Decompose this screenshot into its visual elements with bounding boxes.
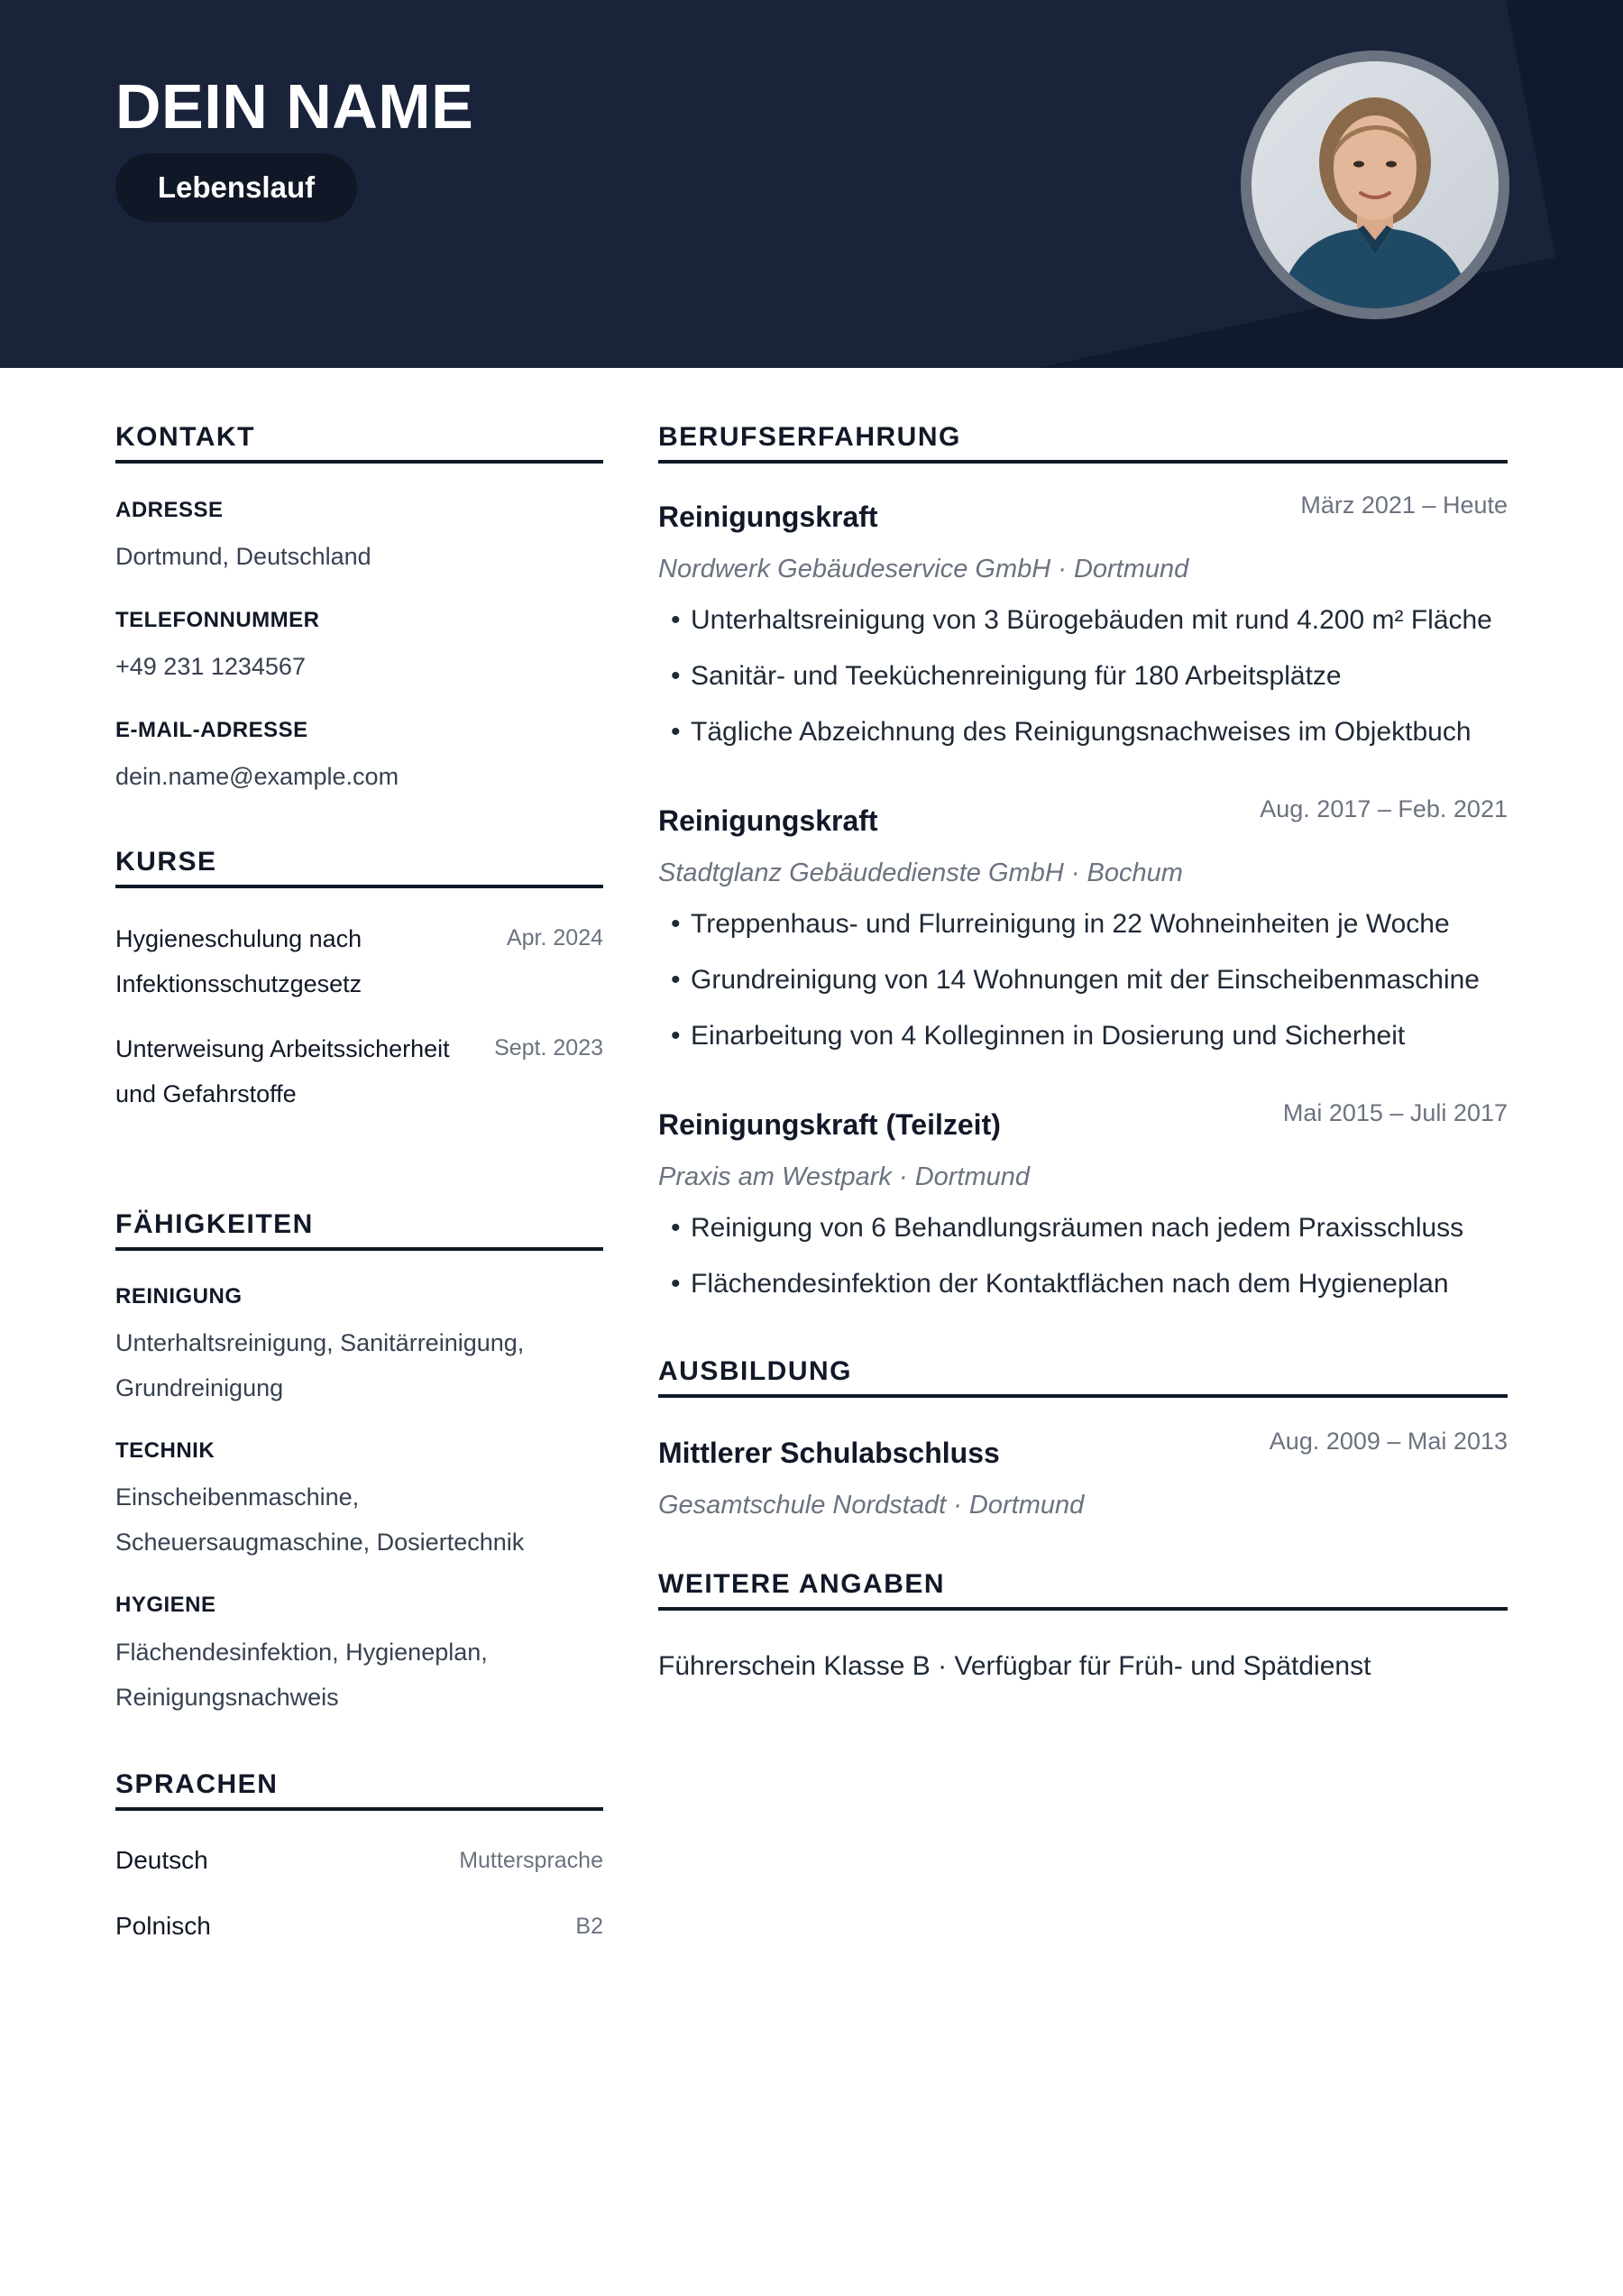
job-date: Aug. 2017 – Feb. 2021 [1260, 795, 1508, 822]
job-title: Reinigungskraft [658, 501, 878, 533]
contact-section-title: KONTAKT [115, 422, 255, 452]
job-bullet: • Tägliche Abzeichnung des Reinigungsnachweises im Objektbuch [671, 717, 1472, 747]
job-company: Nordwerk Gebäudeservice GmbH · Dortmund [658, 555, 1189, 583]
language-name: Polnisch [115, 1912, 211, 1940]
document-type-badge: Lebenslauf [115, 153, 357, 222]
course-date: Sept. 2023 [494, 1035, 603, 1061]
job-company: Stadtglanz Gebäudedienste GmbH · Bochum [658, 859, 1183, 887]
skill-group-value: Unterhaltsreinigung, Sanitärreinigung, Grundreinigung [115, 1329, 525, 1401]
job-bullet: • Reinigung von 6 Behandlungsräumen nach jedem Praxisschluss [671, 1213, 1464, 1243]
language-level: B2 [575, 1914, 603, 1939]
section-divider [658, 460, 1508, 464]
email-label: E-MAIL-ADRESSE [115, 718, 308, 742]
additional-section-title: WEITERE ANGABEN [658, 1569, 946, 1599]
course-date: Apr. 2024 [506, 925, 603, 951]
job-bullet: • Unterhaltsreinigung von 3 Bürogebäuden mit rund 4.200 m² Fläche [671, 605, 1492, 635]
phone-label: TELEFONNUMMER [115, 608, 320, 632]
job-bullet: • Einarbeitung von 4 Kolleginnen in Dosierung und Sicherheit [671, 1021, 1406, 1051]
course-name: Hygieneschulung nach Infektionsschutzgesetz [115, 925, 362, 997]
education-degree: Mittlerer Schulabschluss [658, 1437, 1000, 1469]
job-title: Reinigungskraft [658, 804, 878, 837]
profile-photo-frame [1241, 51, 1509, 319]
skill-group-value: Einscheibenmaschine, Scheuersaugmaschine, Dosiertechnik [115, 1483, 525, 1556]
job-bullet: • Sanitär- und Teeküchenreinigung für 180 Arbeitsplätze [671, 661, 1342, 691]
job-bullet: • Grundreinigung von 14 Wohnungen mit der Einscheibenmaschine [671, 965, 1480, 995]
section-divider [658, 1607, 1508, 1611]
address-label: ADRESSE [115, 498, 224, 522]
email-value: dein.name@example.com [115, 763, 399, 790]
person-name: DEIN NAME [115, 71, 474, 142]
job-title: Reinigungskraft (Teilzeit) [658, 1108, 1001, 1141]
header-banner [0, 0, 1623, 368]
education-section-title: AUSBILDUNG [658, 1356, 852, 1386]
skill-group-value: Flächendesinfektion, Hygieneplan, Reinigungsnachweis [115, 1639, 488, 1711]
job-company: Praxis am Westpark · Dortmund [658, 1162, 1031, 1191]
course-name: Unterweisung Arbeitssicherheit und Gefahrstoffe [115, 1035, 450, 1107]
languages-section-title: SPRACHEN [115, 1769, 279, 1799]
experience-section-title: BERUFSERFAHRUNG [658, 422, 961, 452]
section-divider [115, 460, 603, 464]
job-bullet: • Flächendesinfektion der Kontaktflächen nach dem Hygieneplan [671, 1269, 1449, 1299]
address-value: Dortmund, Deutschland [115, 543, 371, 570]
job-date: März 2021 – Heute [1300, 491, 1508, 519]
job-date: Mai 2015 – Juli 2017 [1282, 1099, 1508, 1126]
skills-section-title: FÄHIGKEITEN [115, 1209, 314, 1239]
section-divider [658, 1394, 1508, 1398]
section-divider [115, 1807, 603, 1811]
additional-info-text: Führerschein Klasse B · Verfügbar für Früh- und Spätdienst [658, 1651, 1371, 1681]
education-date: Aug. 2009 – Mai 2013 [1269, 1428, 1508, 1455]
skill-group-label: TECHNIK [115, 1438, 215, 1463]
skill-group-label: REINIGUNG [115, 1284, 243, 1309]
job-bullet: • Treppenhaus- und Flurreinigung in 22 Wohneinheiten je Woche [671, 909, 1450, 939]
courses-section-title: KURSE [115, 847, 217, 877]
language-name: Deutsch [115, 1846, 208, 1874]
phone-value: +49 231 1234567 [115, 653, 306, 680]
skill-group-label: HYGIENE [115, 1593, 216, 1617]
language-level: Muttersprache [459, 1848, 603, 1873]
portrait-photo-icon [1252, 61, 1499, 308]
section-divider [115, 885, 603, 888]
section-divider [115, 1247, 603, 1251]
education-school: Gesamtschule Nordstadt · Dortmund [658, 1491, 1085, 1520]
